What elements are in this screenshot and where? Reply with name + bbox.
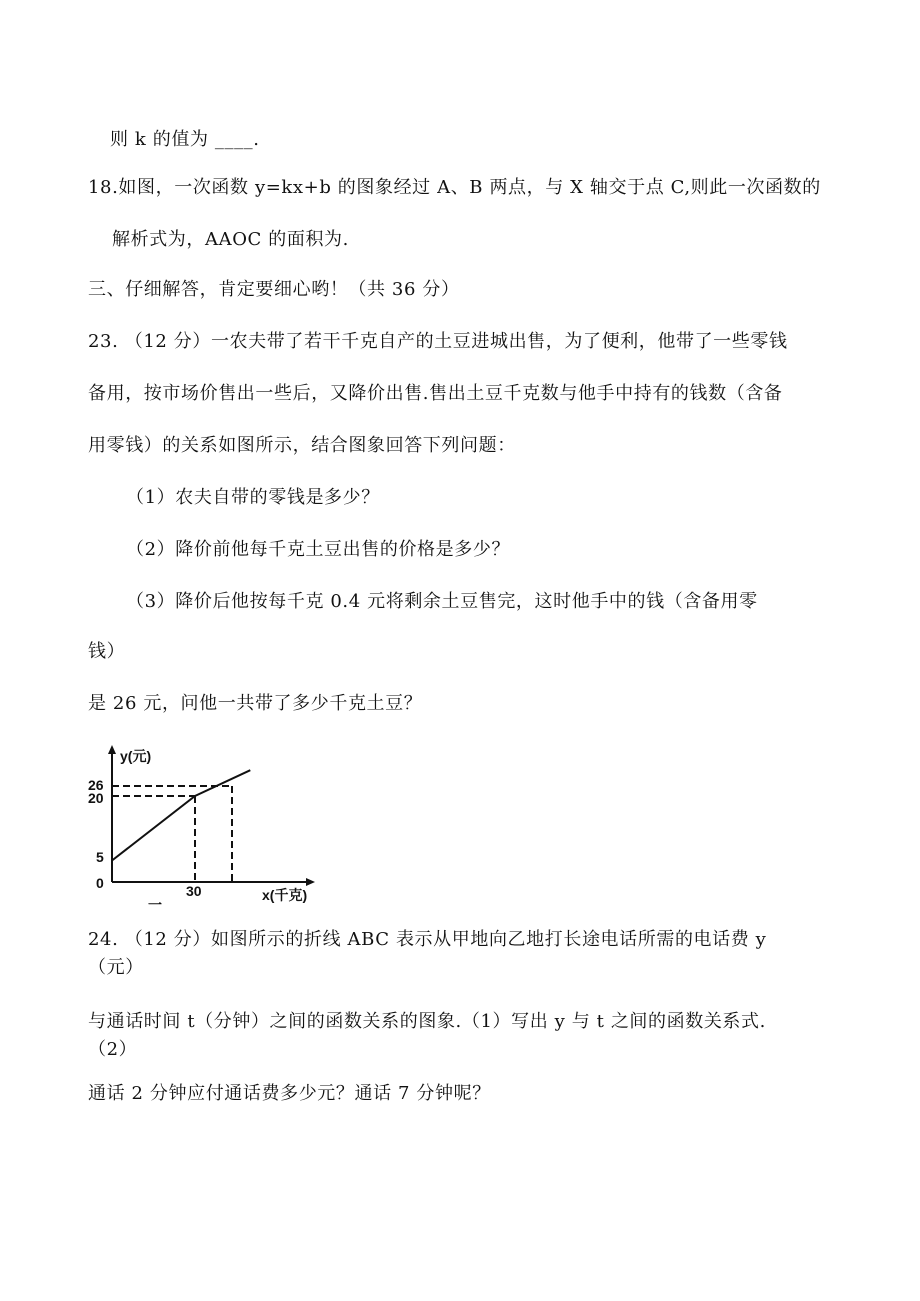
question-24-line-1-cont: （元）: [88, 957, 144, 978]
y-tick-20: 20: [88, 790, 104, 806]
y-tick-26: 26: [88, 777, 104, 793]
question-24-line-3: 通话 2 分钟应付通话费多少元？通话 7 分钟呢？: [88, 1083, 491, 1104]
x-tick-30: 30: [186, 883, 202, 899]
question-23-line-1: 23. （12 分）一农夫带了若干千克自产的土豆进城出售，为了便利，他带了一些零钱: [88, 331, 788, 352]
y-axis-label: y(元): [120, 748, 152, 764]
question-23-sub-3-cont: 钱）: [88, 641, 126, 662]
question-23-sub-3-end: 是 26 元，问他一共带了多少千克土豆？: [88, 693, 423, 714]
question-24-line-2: 与通话时间 t（分钟）之间的函数关系的图象.（1）写出 y 与 t 之间的函数关系式.: [88, 1011, 766, 1032]
question-23-sub-1: （1）农夫自带的零钱是多少？: [126, 487, 380, 508]
question-23-sub-3: （3）降价后他按每千克 0.4 元将剩余土豆售完，这时他手中的钱（含备用零: [126, 591, 758, 612]
x-axis-arrow: [306, 878, 315, 886]
question-23-line-3: 用零钱）的关系如图所示，结合图象回答下列问题：: [88, 435, 516, 456]
section-3-heading: 三、仔细解答，肯定要细心哟！（共 36 分）: [88, 279, 460, 300]
y-tick-5: 5: [96, 849, 104, 865]
potato-chart: [84, 742, 324, 917]
y-axis-arrow: [108, 745, 116, 754]
question-24-line-1: 24. （12 分）如图所示的折线 ABC 表示从甲地向乙地打长途电话所需的电话费 y: [88, 929, 767, 950]
question-18-line-1: 18.如图，一次函数 y=kx+b 的图象经过 A、B 两点，与 X 轴交于点 C,则此一次函数的: [88, 177, 821, 198]
data-series-line: [112, 770, 250, 860]
figure-caption: 一: [148, 897, 162, 912]
question-24-line-2-cont: （2）: [88, 1039, 138, 1060]
question-23-line-2: 备用，按市场价售出一些后，又降价出售.售出土豆千克数与他手中持有的钱数（含备: [88, 383, 783, 404]
text-line-1: 则 k 的值为 ____.: [110, 129, 260, 150]
x-axis-label: x(千克): [262, 887, 308, 903]
origin-label: 0: [96, 875, 104, 891]
question-18-line-2: 解析式为，AAOC 的面积为.: [112, 229, 349, 250]
question-23-sub-2: （2）降价前他每千克土豆出售的价格是多少？: [126, 539, 511, 560]
